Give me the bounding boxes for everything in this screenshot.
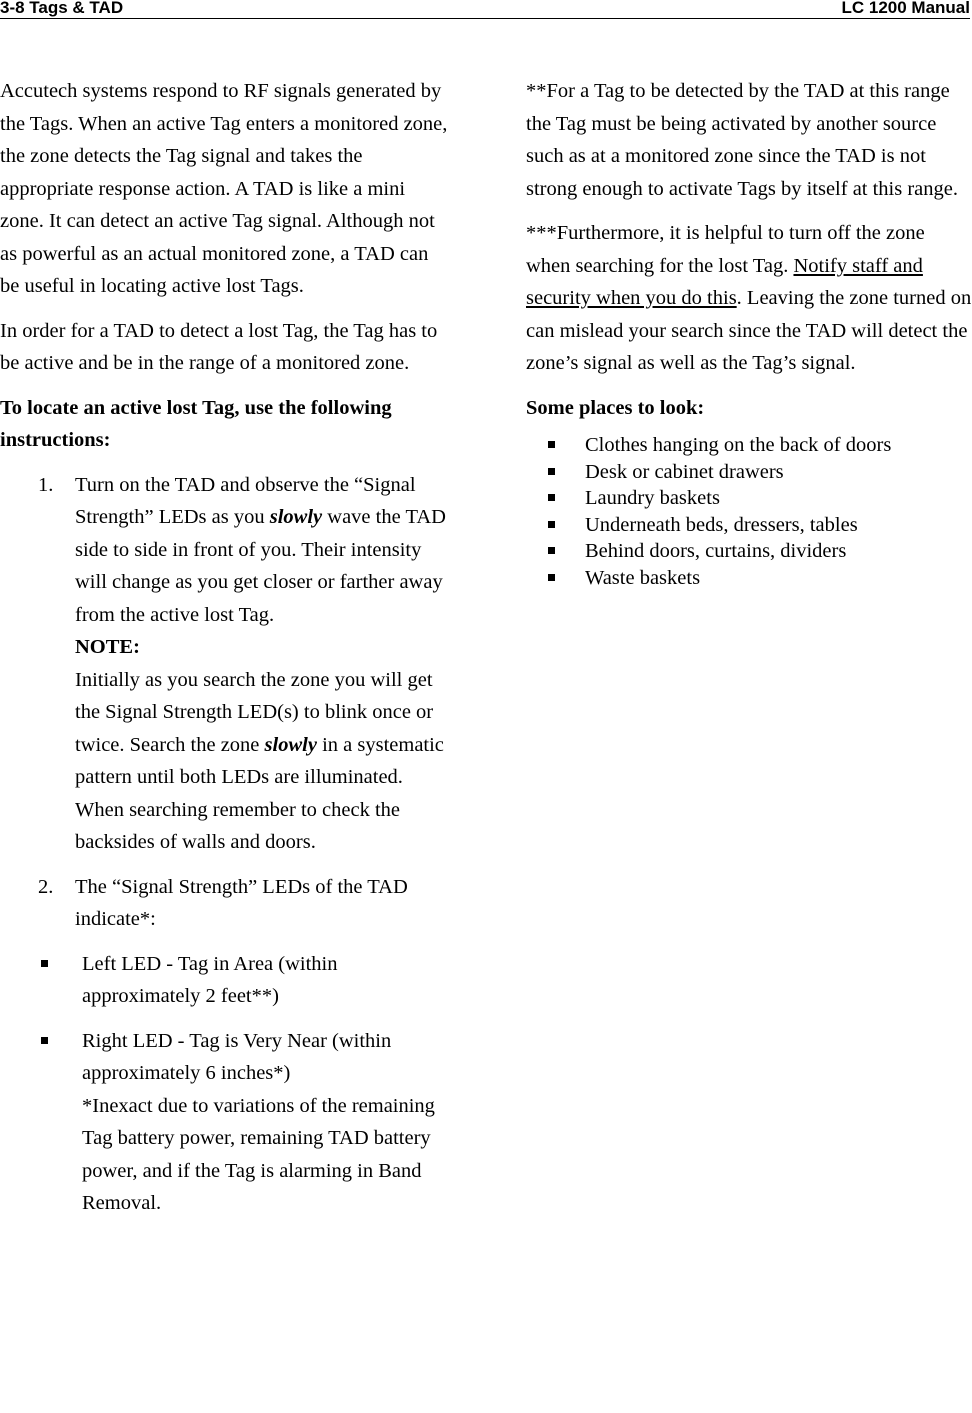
zone-note (526, 217, 972, 380)
instructions-heading: To locate an active lost Tag, use the following instructions: (0, 396, 392, 451)
led-list (0, 948, 452, 1220)
led-list-item (0, 1025, 452, 1220)
step-2-text: The “Signal Strength” LEDs of the TAD indicate*: (75, 875, 408, 930)
right-column (526, 75, 972, 591)
detect-paragraph: In order for a TAD to detect a lost Tag, the Tag has to be active and be in the range of a monitored zone. (0, 319, 438, 374)
square-bullet-icon (548, 547, 555, 554)
square-bullet-icon (548, 494, 555, 501)
place-text: Desk or cabinet drawers (585, 460, 784, 483)
led-left-text: Left LED - Tag in Area (within approximately 2 feet**) (82, 952, 338, 1007)
page-header (0, 0, 970, 19)
notify-staff-text: Notify staff and security when you do this (526, 254, 923, 309)
square-bullet-icon (548, 441, 555, 448)
square-bullet-icon (41, 960, 48, 967)
manual-title: LC 1200 Manual (841, 0, 970, 17)
intro-paragraph: Accutech systems respond to RF signals generated by the Tags. When an active Tag enters a monitored zone, the zone detects the Tag signal and takes the appropriate response action. A TAD is like a mini zone. It can detect an active Tag signal. Although not as powerful as an actual monitored zone, a TAD can be useful in locating active lost Tags. (0, 80, 448, 297)
place-text: Waste baskets (585, 566, 701, 589)
place-text: Behind doors, curtains, dividers (585, 540, 847, 562)
step-1-number: 1. (38, 473, 54, 496)
step-1-emphasis: slowly (269, 506, 323, 528)
place-text: Clothes hanging on the back of doors (585, 434, 892, 456)
list-item (526, 538, 972, 565)
places-heading: Some places to look: (526, 396, 705, 419)
list-item (526, 459, 972, 486)
step-1 (0, 469, 452, 859)
led-footnote: *Inexact due to variations of the remaining Tag battery power, remaining TAD battery power, and if the Tag is alarming in Band Removal. (82, 1094, 435, 1214)
square-bullet-icon (548, 574, 555, 581)
step-2-number: 2. (38, 875, 54, 898)
note-text (75, 664, 452, 859)
note-text-b: in a systematic pattern until both LEDs are illuminated. When searching remember to check the backsides of walls and doors. (75, 733, 444, 853)
step-1-text-b: wave the TAD side to side in front of you. Their intensity will change as you get closer or farther away from the active lost Tag. (75, 506, 446, 626)
range-note: **For a Tag to be detected by the TAD at this range the Tag must be being activated by another source such as at a monitored zone since the TAD is not strong enough to activate Tags by itself at this range. (526, 80, 959, 200)
place-text: Laundry baskets (585, 487, 720, 509)
list-item (526, 485, 972, 512)
step-1-text-a: Turn on the TAD and observe the “Signal Strength” LEDs as you (75, 473, 416, 528)
list-item (526, 565, 972, 592)
led-right-text: Right LED - Tag is Very Near (within approximately 6 inches*) (82, 1029, 392, 1084)
list-item (526, 432, 972, 459)
section-title: 3-8 Tags & TAD (0, 0, 124, 17)
left-column (0, 75, 452, 1232)
square-bullet-icon (548, 468, 555, 475)
zone-note-a: ***Furthermore, it is helpful to turn off the zone when searching for the lost Tag. (526, 222, 925, 277)
note-text-a: Initially as you search the zone you will get the Signal Strength LED(s) to blink once or twice. Search the zone (75, 668, 434, 756)
place-text: Underneath beds, dressers, tables (585, 513, 858, 536)
places-list (526, 432, 972, 591)
step-2 (0, 871, 452, 936)
led-list-item (0, 948, 452, 1013)
square-bullet-icon (548, 521, 555, 528)
square-bullet-icon (41, 1037, 48, 1044)
zone-note-b: . Leaving the zone turned on can mislead your search since the TAD will detect the zone’s signal as well as the Tag’s signal. (526, 287, 972, 374)
note-emphasis: slowly (264, 733, 317, 756)
list-item (526, 512, 972, 539)
note-label: NOTE: (75, 636, 140, 658)
step-1-text (75, 469, 452, 632)
